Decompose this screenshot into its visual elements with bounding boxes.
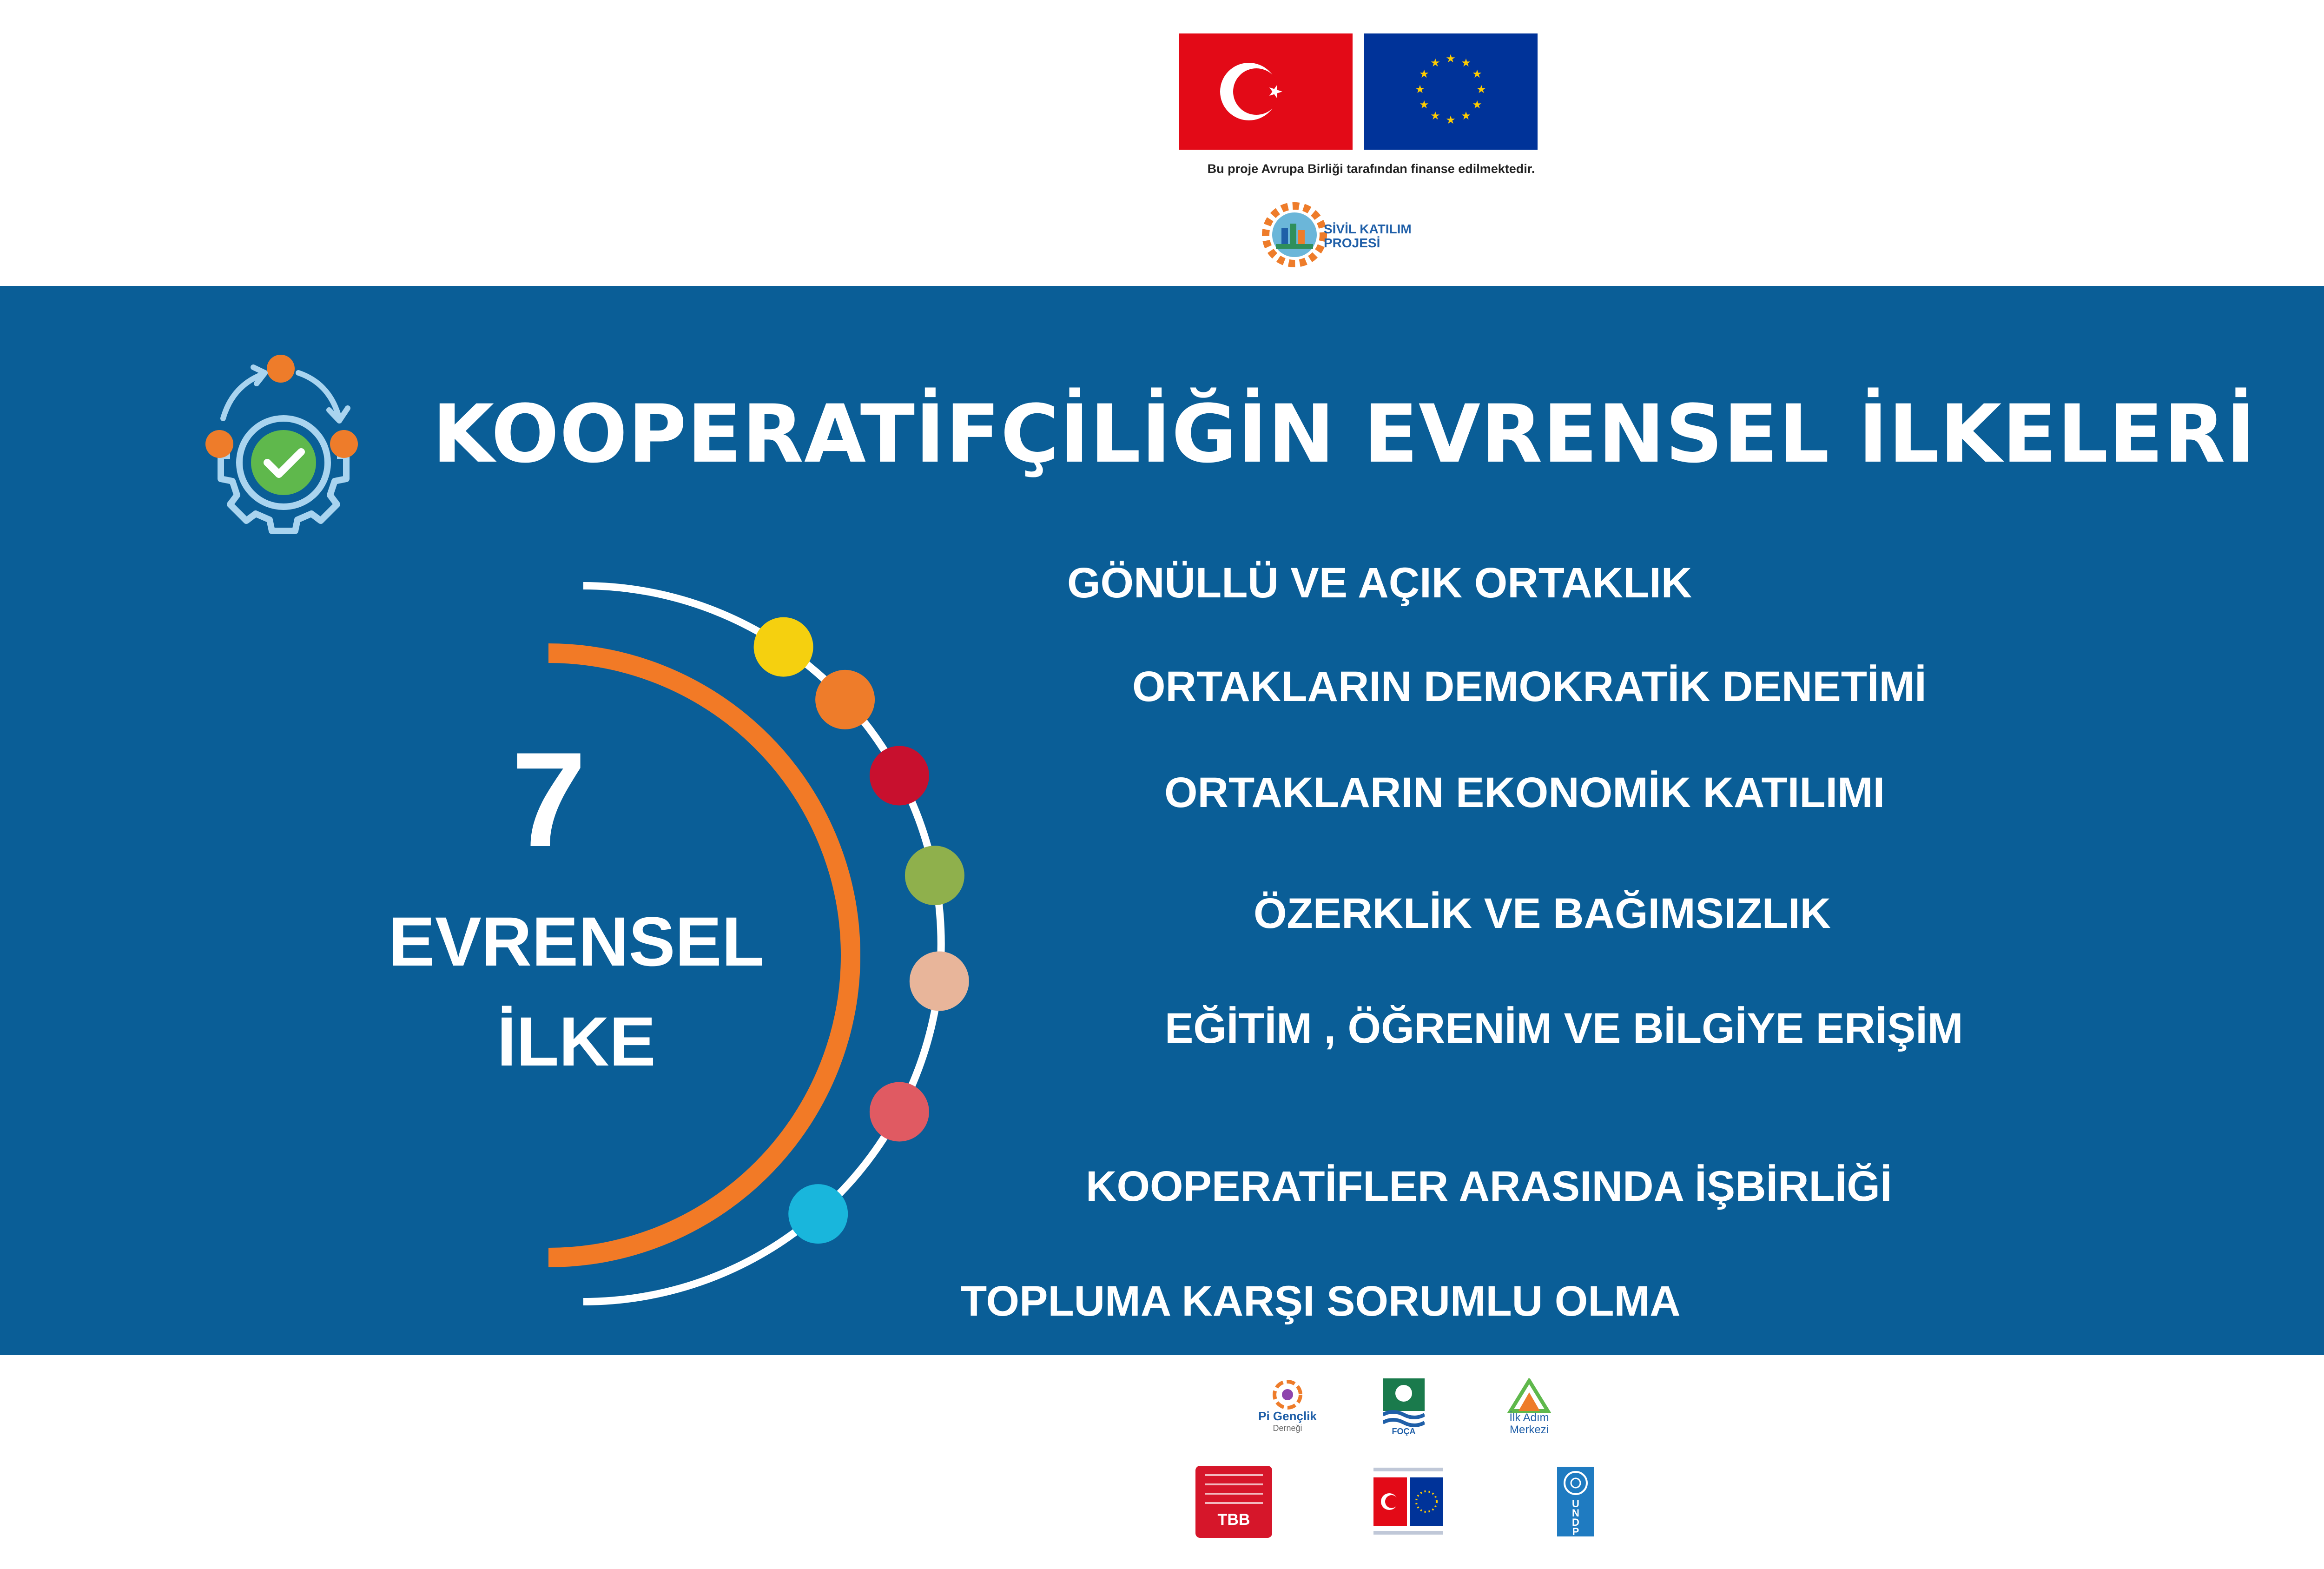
principle-dot-3 [870,746,929,806]
svg-text:★: ★ [1446,52,1456,65]
undp-letter-d: D [1572,1516,1579,1528]
svg-text:★: ★ [1461,56,1471,69]
pi-genclik-logo-text [1232,1410,1343,1434]
svg-text:★: ★ [1446,113,1456,126]
center-label [363,892,790,1092]
svg-text:★: ★ [1419,67,1429,80]
principle-count: 7 [511,724,587,875]
ilk-adim-logo-text [1492,1412,1566,1436]
center-label-line1: EVRENSEL [388,902,765,980]
foca-belediyesi-logo [1383,1378,1425,1437]
turkey-flag [1179,33,1353,150]
sivil-katilim-logo-text [1324,222,1412,250]
undp-logo-text [1557,1499,1594,1536]
svg-text:★: ★ [1472,67,1482,80]
svg-text:★: ★ [1430,56,1440,69]
svg-text:★: ★ [1472,98,1482,111]
svg-text:★: ★ [1476,83,1486,96]
turkey-eu-logo [1373,1466,1443,1538]
principle-dot-7 [788,1184,848,1244]
ilk-adim-line2: Merkezi [1509,1423,1549,1436]
principle-6: KOOPERATİFLER ARASINDA İŞBİRLİĞİ [1086,1163,1892,1210]
main-panel [0,286,2324,1355]
svg-text:★: ★ [1419,98,1429,111]
undp-letter-u: U [1572,1498,1579,1509]
un-emblem-icon [1557,1467,1594,1499]
svg-text:★: ★ [1430,109,1440,122]
svg-text:★: ★ [1461,109,1471,122]
footer-partners [0,1355,2324,1569]
principle-dot-5 [910,952,969,1011]
principle-5: EĞİTİM , ÖĞRENİM VE BİLGİYE ERİŞİM [1165,1005,1963,1052]
page-title: KOOPERATİFÇİLİĞİN EVRENSEL İLKELERİ [432,387,2256,481]
principle-dot-2 [815,670,875,729]
principle-4: ÖZERKLİK VE BAĞIMSIZLIK [1254,890,1831,937]
principle-2: ORTAKLARIN DEMOKRATİK DENETİMİ [1132,663,1927,710]
principle-3: ORTAKLARIN EKONOMİK KATILIMI [1164,769,1885,816]
foca-text: FOÇA [1392,1427,1416,1436]
svg-text:★: ★ [1415,83,1425,96]
undp-letter-n: N [1572,1507,1579,1519]
principle-7: TOPLUMA KARŞI SORUMLU OLMA [961,1278,1681,1325]
tbb-logo-text: TBB [1217,1511,1250,1529]
principle-dot-4 [905,846,964,905]
principle-dot-1 [754,617,813,677]
turkey-crescent-star-icon [1179,33,1353,150]
sivil-logo-line1: SİVİL KATILIM [1324,222,1412,236]
eu-stars-icon [1364,33,1538,150]
pi-sub: Derneği [1273,1423,1302,1433]
center-label-line2: İLKE [497,1002,656,1080]
funding-disclaimer: Bu proje Avrupa Birliği tarafından finanse edilmektedir. [1207,162,1535,176]
ilk-adim-logo [1504,1378,1555,1416]
ilk-adim-line1: İlk Adım [1509,1411,1549,1424]
undp-letter-p: P [1572,1526,1579,1537]
principle-1: GÖNÜLLÜ VE AÇIK ORTAKLIK [1067,559,1692,607]
header [0,0,2324,286]
sivil-logo-line2: PROJESİ [1324,236,1380,250]
eu-flag [1364,33,1538,150]
principle-dot-6 [870,1082,929,1142]
pi-name: Pi Gençlik [1258,1409,1317,1423]
